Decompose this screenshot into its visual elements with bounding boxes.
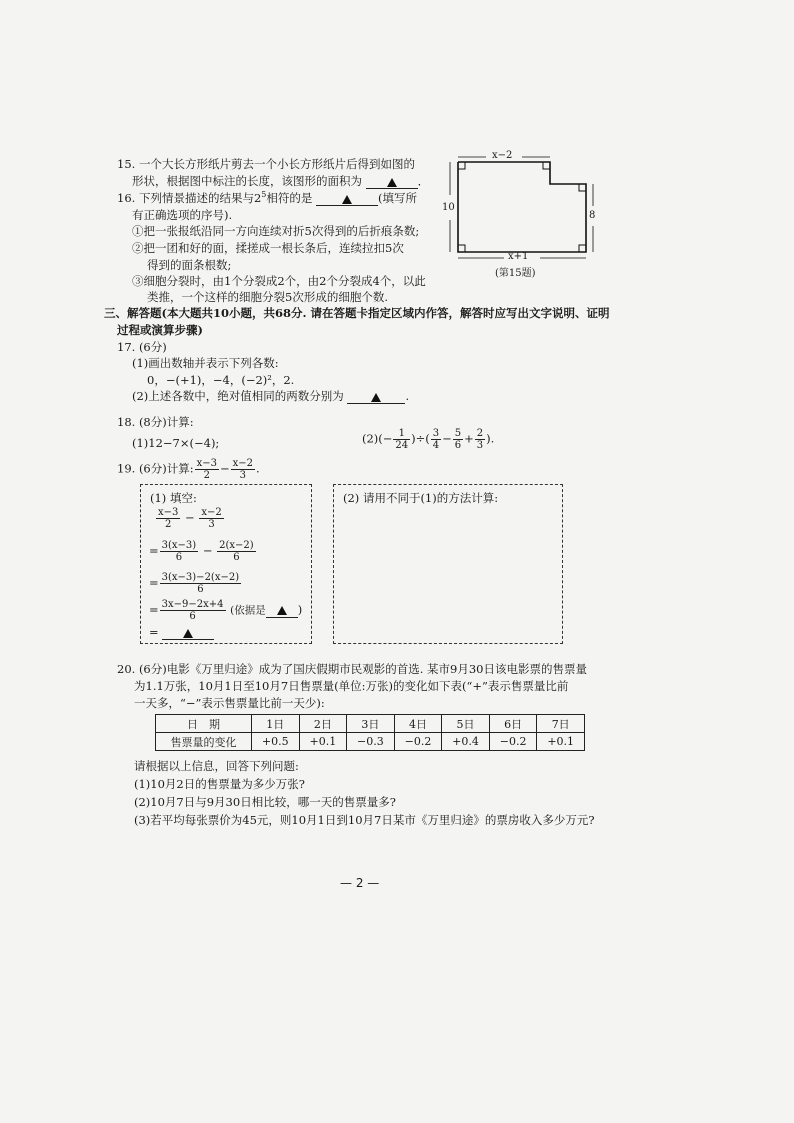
q16-sup: 5 <box>261 190 267 200</box>
table-row <box>156 733 585 751</box>
q19-s2b-n: 2(x−2) <box>219 540 254 551</box>
section3-heading: 三、解答题(本大题共10小题，共68分. 请在答题卡指定区域内作答，解答时应写出文字说明、证明 <box>104 306 610 320</box>
q18-part1: (1)12−7×(−4); <box>132 436 220 450</box>
triangle-icon <box>183 629 193 638</box>
q19-s4-n: 3x−9−2x+4 <box>161 599 224 610</box>
q19-s1a-d: 2 <box>165 519 172 530</box>
triangle-icon <box>371 393 381 402</box>
q18-frac3 <box>453 428 463 451</box>
q19-step4: = $\frac{3x-9-2x+4}{6}$ (依据是 ) <box>149 599 303 622</box>
q18-f1d: 24 <box>395 440 409 451</box>
q19-head-text: 19. (6分)计算: <box>117 461 194 476</box>
table-cell: +0.5 <box>252 733 300 751</box>
q19-box1-title: (1) 填空: <box>150 491 197 505</box>
q19-s3-d: 6 <box>197 584 204 595</box>
q19-s3-n: 3(x−3)−2(x−2) <box>161 572 240 583</box>
q16-answer-blank <box>316 191 378 206</box>
table-day: 3日 <box>347 715 395 733</box>
q15-line2-text: 形状，根据图中标注的长度，该图形的面积为 <box>132 174 362 188</box>
q15-line1: 15. 一个大长方形纸片剪去一个小长方形纸片后得到如图的 <box>117 157 415 171</box>
triangle-icon <box>277 606 287 615</box>
table-row-label: 售票量的变化 <box>156 733 252 751</box>
q19-basis-blank <box>266 603 298 618</box>
table-cell: +0.4 <box>442 733 490 751</box>
table-day: 6日 <box>489 715 537 733</box>
q20-line1: 20. (6分)电影《万里归途》成为了国庆假期市民观影的首选. 某市9月30日该电影票的售票量 <box>117 662 587 676</box>
table-cell: +0.1 <box>537 733 585 751</box>
q18-frac1 <box>393 428 410 451</box>
q18-f2n: 3 <box>432 428 440 439</box>
table-day: 2日 <box>299 715 347 733</box>
q17-part1: (1)画出数轴并表示下列各数: <box>132 356 279 370</box>
q18-f3d: 6 <box>454 440 462 451</box>
q15-end: ． <box>417 174 430 188</box>
q17-part2 <box>132 388 409 404</box>
q19-fb-d: 3 <box>239 470 247 481</box>
q16-option1: ①把一张报纸沿同一方向连续对折5次得到的后折痕条数; <box>132 224 420 238</box>
q18-frac4 <box>475 428 485 451</box>
q15-bottom-label: x+1 <box>508 251 529 262</box>
q19-box2 <box>333 484 563 644</box>
q16-option3b: 类推，一个这样的细胞分裂5次形成的细胞个数. <box>147 290 388 304</box>
q16-line1 <box>117 190 417 206</box>
q19-s1a-n: x−3 <box>158 507 179 518</box>
q19-head: 19. (6分)计算: $\frac{x-3}{2}$ − $\frac{x-2}{3}$ . <box>117 458 260 481</box>
q15-left-label: 10 <box>442 202 455 213</box>
q18-f3n: 5 <box>454 428 462 439</box>
page-number: — 2 — <box>340 876 380 890</box>
q18-p2b: )÷( <box>411 431 430 446</box>
q17-end: . <box>405 389 410 403</box>
q19-step1: $\frac{x-3}{2}$ − $\frac{x-2}{3}$ <box>158 507 222 530</box>
q16-option2a: ②把一团和好的面，揉搓成一根长条后，连续拉扣5次 <box>132 241 404 255</box>
q20-ask: 请根据以上信息，回答下列问题: <box>134 759 299 773</box>
q18-f2d: 4 <box>432 440 440 451</box>
q19-s2a-d: 6 <box>175 552 183 563</box>
q19-fa-d: 2 <box>203 470 210 481</box>
q15-caption: (第15题) <box>495 268 536 279</box>
table-day: 5日 <box>442 715 490 733</box>
q19-fa-n: x−3 <box>196 458 217 469</box>
q18-f1n: 1 <box>393 428 410 440</box>
q18-frac2 <box>431 428 441 451</box>
q19-step3: = $\frac{3(x-3)-2(x-2)}{6}$ <box>149 572 240 595</box>
q19-box1 <box>140 484 312 644</box>
q19-basis-end: ) <box>297 602 303 617</box>
table-cell: −0.2 <box>489 733 537 751</box>
q18-p2c: ). <box>486 431 495 446</box>
table-cell: +0.1 <box>299 733 347 751</box>
q16-line2: 有正确选项的序号). <box>132 208 233 222</box>
section3-heading-line2: 过程或演算步骤) <box>117 323 203 337</box>
triangle-icon <box>342 195 352 204</box>
q20-question1: (1)10月2日的售票量为多少万张? <box>134 777 305 791</box>
q16-line1a: 16. 下列情景描述的结果与2 <box>117 191 262 205</box>
q15-line2 <box>132 173 429 189</box>
q19-s1b-d: 3 <box>208 519 215 530</box>
q18-f4n: 2 <box>476 428 484 439</box>
table-day: 7日 <box>537 715 585 733</box>
q20-table <box>155 714 585 751</box>
q15-right-label: 8 <box>589 210 596 221</box>
q19-frac-a <box>195 458 219 481</box>
q17-part2-text: (2)上述各数中，绝对值相同的两数分别为 <box>132 389 344 403</box>
q15-figure <box>438 150 610 280</box>
q16-option2b: 得到的面条根数; <box>147 258 232 272</box>
q15-answer-blank <box>366 174 418 189</box>
q20-line2: 为1.1万张，10月1日至10月7日售票量(单位:万张)的变化如下表(“+”表示售票量比前 <box>134 679 569 693</box>
q19-basis: (依据是 <box>230 604 266 617</box>
q19-box2-title: (2) 请用不同于(1)的方法计算: <box>343 491 499 505</box>
q20-question3: (3)若平均每张票价为45元，则10月1日到10月7日某市《万里归途》的票房收入多少万元? <box>134 813 595 827</box>
q19-step5: = <box>149 625 214 640</box>
q19-s1b-n: x−2 <box>201 507 222 518</box>
table-row <box>156 715 585 733</box>
q16-option3a: ③细胞分裂时，由1个分裂成2个，由2个分裂成4个，以此 <box>132 274 426 288</box>
table-day: 4日 <box>394 715 442 733</box>
q19-step2: = $\frac{3(x-3)}{6}$ − $\frac{2(x-2)}{6}$ <box>149 540 254 563</box>
q19-result-blank <box>162 625 214 640</box>
q17-head: 17. (6分) <box>117 340 167 354</box>
table-cell: −0.3 <box>347 733 395 751</box>
q15-top-label: x−2 <box>492 150 513 161</box>
q18-p2a: (2)(− <box>362 431 393 446</box>
table-cell: −0.2 <box>394 733 442 751</box>
q18-f4d: 3 <box>476 440 484 451</box>
q19-s2b-d: 6 <box>233 552 240 563</box>
q18-head: 18. (8分)计算: <box>117 415 194 429</box>
table-header-label: 日 期 <box>156 715 252 733</box>
q16-line1b: 相符的是 <box>266 191 313 205</box>
q20-line3: 一天多，“−”表示售票量比前一天少): <box>134 696 325 710</box>
q19-s2a-n: 3(x−3) <box>161 540 197 551</box>
triangle-icon <box>387 178 397 187</box>
q17-numbers: 0，−(+1)，−4，(−2)²，2. <box>147 373 295 387</box>
q18-part2: (2)(− $\frac{1}{24}$ )÷( $\frac{3}{4}$ − $\frac{5}{6}$ + $\frac{2}{3}$ ). <box>362 428 495 451</box>
q16-line1c: (填写所 <box>378 191 418 205</box>
q17-answer-blank <box>347 389 405 404</box>
q19-frac-b <box>231 458 255 481</box>
q19-s4-d: 6 <box>189 611 196 622</box>
table-day: 1日 <box>252 715 300 733</box>
q20-question2: (2)10月7日与9月30日相比较，哪一天的售票量多? <box>134 795 396 809</box>
q19-fb-n: x−2 <box>232 458 254 469</box>
